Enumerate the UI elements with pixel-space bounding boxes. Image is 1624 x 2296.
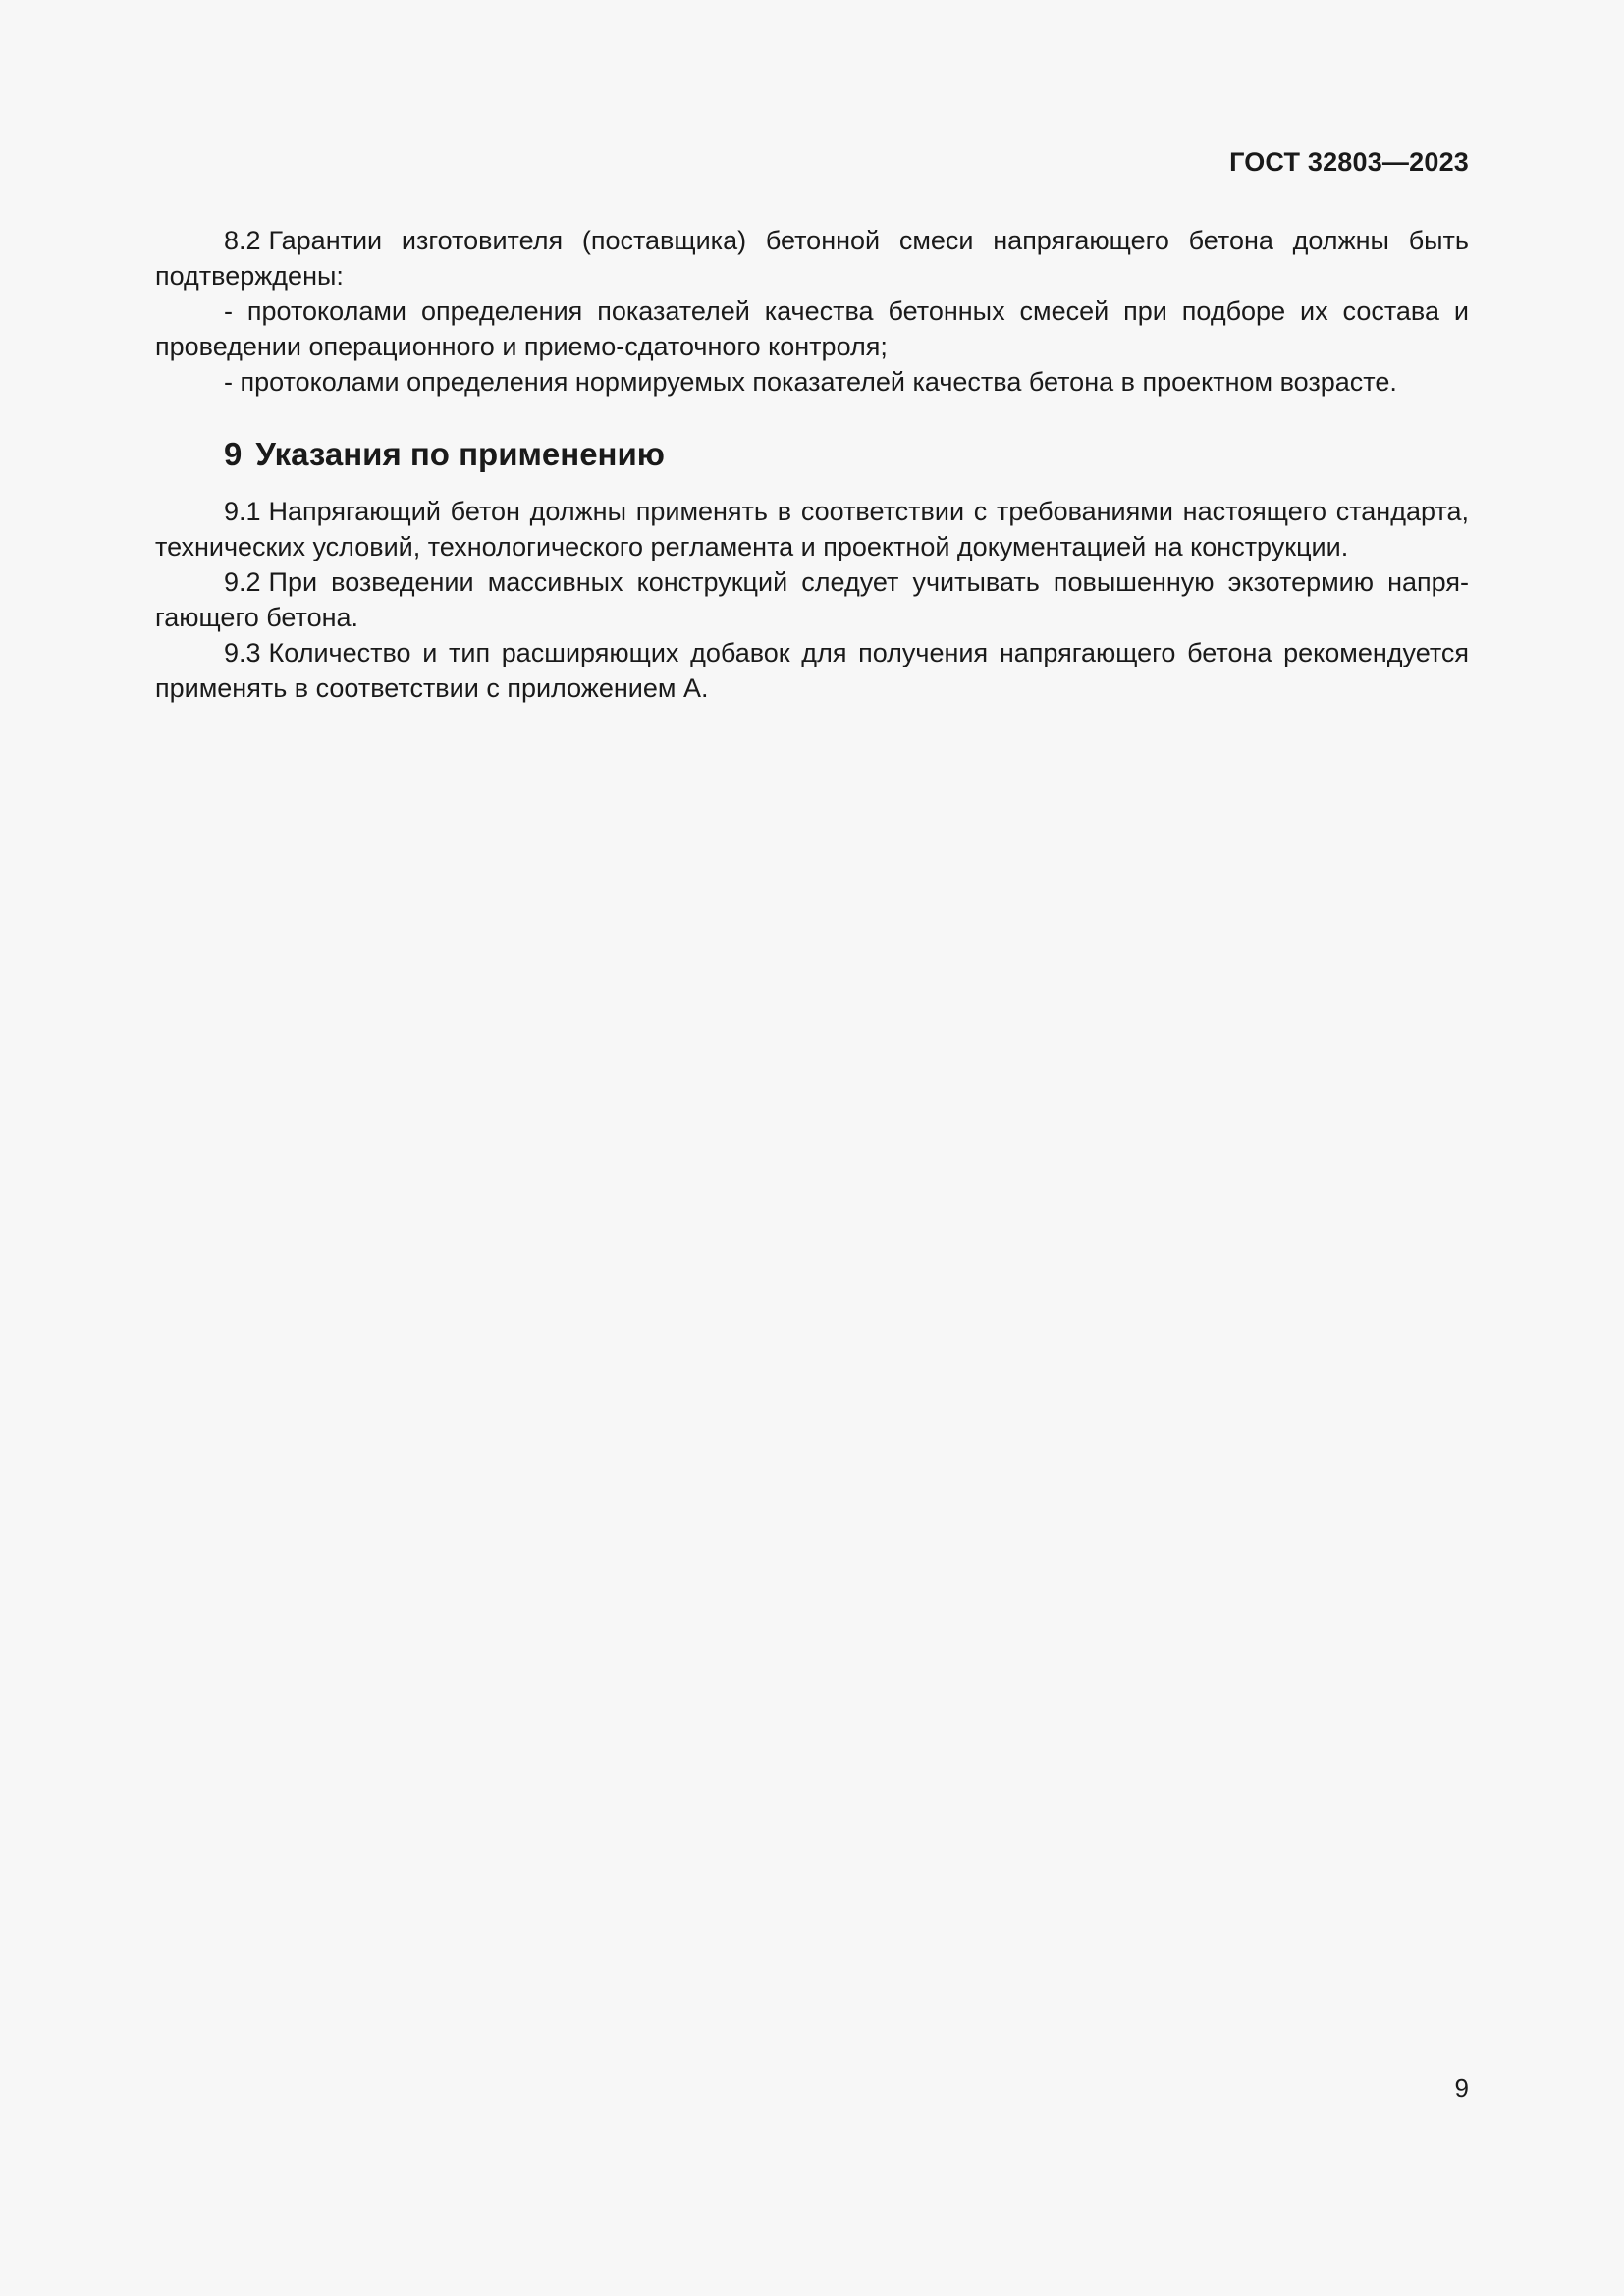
paragraph-9-1 — [155, 494, 1469, 564]
section-number: 9 — [224, 436, 243, 472]
paragraph-number: 8.2 — [224, 226, 261, 255]
paragraph-text: Количество и тип расширяющих добавок для получения напрягающего бетона рекомендуется применять в соответствии с приложением А. — [155, 638, 1469, 703]
paragraph-text: При возведении массивных конструкций следует учитывать повышенную экзотермию напрягающего бетона. — [155, 567, 1469, 632]
section-heading — [155, 433, 1469, 476]
paragraph-number: 9.2 — [224, 567, 261, 597]
document-standard-id: ГОСТ 32803—2023 — [1229, 147, 1469, 177]
page-number: 9 — [1454, 2073, 1469, 2103]
paragraph-9-2 — [155, 564, 1469, 635]
paragraph-text: Напрягающий бетон должны применять в соответствии с требованиями настоящего стандарта, технических условий, технологического регламента и проектной документацией на конструкции. — [155, 497, 1469, 561]
paragraph-9-3 — [155, 635, 1469, 706]
list-item: - протоколами определения нормируемых показателей качества бетона в проектном возрасте. — [224, 367, 1397, 397]
page-content — [155, 223, 1469, 706]
paragraph-number: 9.1 — [224, 497, 261, 526]
paragraph-text: Гарантии изготовителя (поставщика) бетонной смеси напрягающего бетона должны быть подтверждены: — [155, 226, 1469, 291]
section-title: Указания по применению — [255, 436, 665, 472]
paragraph-8-2 — [155, 223, 1469, 294]
list-item: - протоколами определения показателей качества бетонных смесей при подборе их состава и проведении операционного и приемо-сдаточного контроля; — [155, 296, 1469, 361]
paragraph-number: 9.3 — [224, 638, 261, 667]
